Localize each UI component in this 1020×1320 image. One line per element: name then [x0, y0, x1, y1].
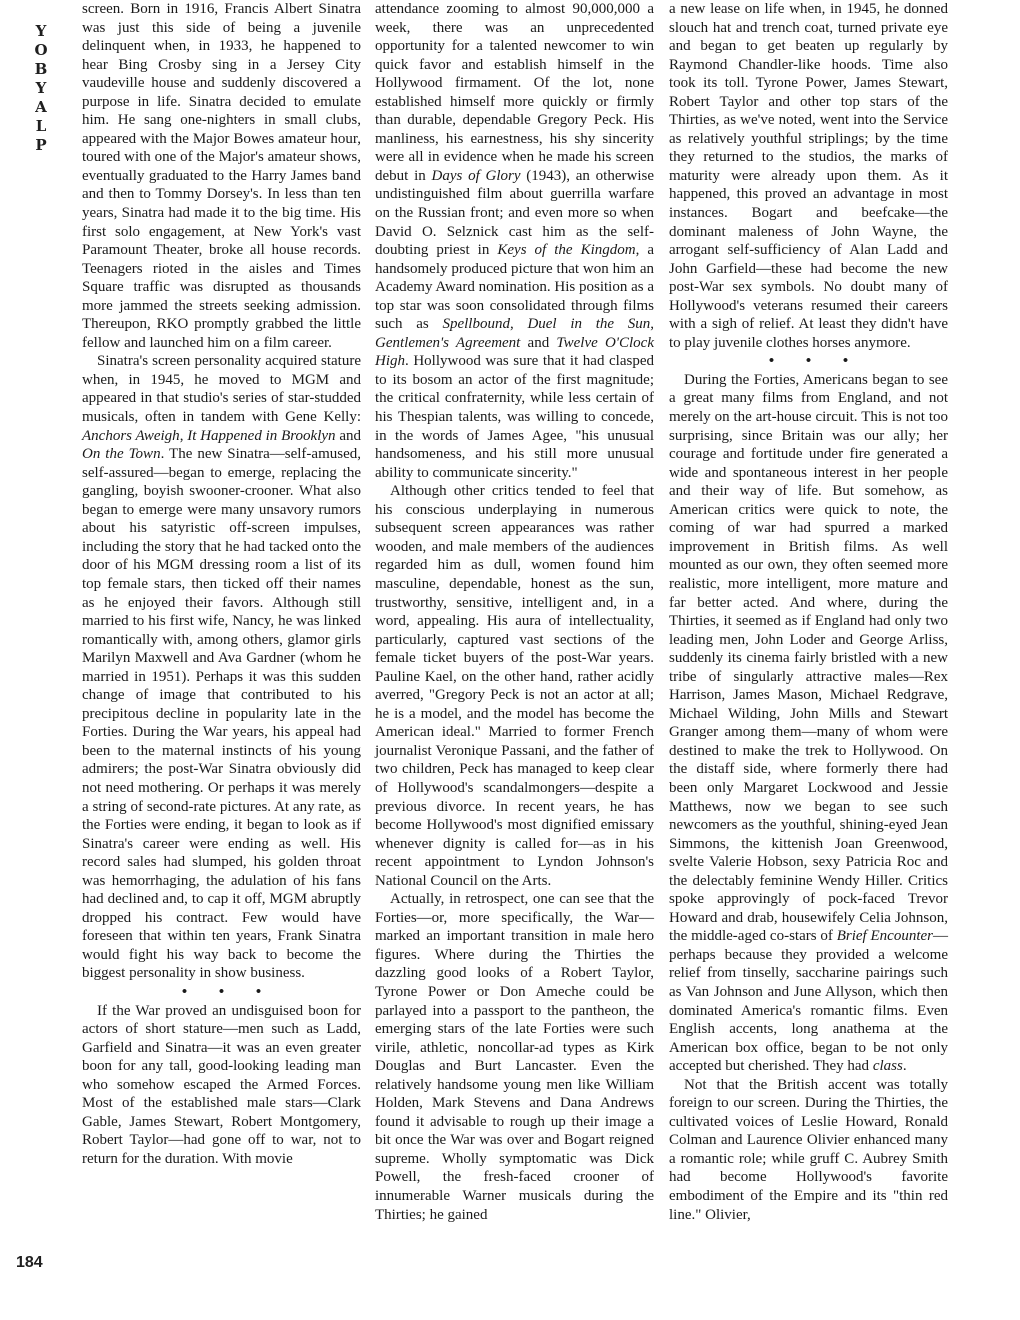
masthead-letter: L — [35, 117, 47, 135]
text-column-2 — [375, 0, 654, 1224]
masthead-letter: Y — [35, 79, 47, 97]
paragraph: Although other critics tended to feel that his conscious underplaying in numerous subsequent screen appearances was rather wooden, and male members of the audiences regarded him as dull, women found him masculine, dependable, honest as the sun, trustworthy, sensitive, intelligent and, in a word, appealing. His aura of intellectuality, particularly, captured vast sections of the female ticket buyers of the post-War years. Pauline Kael, on the other hand, rather acidly averred, "Gregory Peck is not an actor at all; he is a model, and the model has become the American ideal." Married to former French journalist Veronique Passani, and the father of two children, Peck has managed to keep clear of Hollywood's scandalmongers—despite a previous divorce. In recent years, he has become Hollywood's most dignified emissary whenever dignity is called for—as in his recent appointment to Lyndon Johnson's National Council on the Arts. — [375, 483, 654, 889]
film-title: Days of Glory — [431, 167, 521, 184]
section-separator: • • • — [768, 353, 863, 370]
film-title: On the Town — [82, 446, 161, 463]
page-number: 184 — [16, 1254, 43, 1271]
paragraph: a new lease on life when, in 1945, he donned slouch hat and trench coat, turned private eye and began to get beaten up regularly by Raymond Chandler-like hoods. Time also took its toll. Tyrone Power, James Stewart, Robert Taylor and other top stars of the Thirties, as we've noted, went into the Service as relatively youthful striplings; by the time they returned to the studios, the marks of maturity were already upon them. As it happened, this proved an advantage in most instances. Bogart and beefcake—the dominant maleness of John Wayne, the arrogant self-sufficiency of Alan Ladd and John Garfield—these had become the new post-War sex symbols. No doubt many of Hollywood's veterans resumed their careers with a sigh of relief. At least they didn't have to play juvenile clothes horses anymore. — [669, 1, 948, 351]
masthead-letter: B — [34, 60, 48, 78]
film-title: Brief Encounter — [836, 928, 933, 945]
masthead-letter: Y — [35, 22, 47, 40]
section-separator: • • • — [181, 983, 276, 1000]
film-title: Gentlemen's Agreement — [375, 334, 521, 351]
paragraph: attendance zooming to almost 90,000,000 a week, there was an unprecedented opportunity for a talented newcomer to win quick favor and establish himself in the Hollywood firmament. Of the lot, none established himself more quickly or firmly than durable, dependable Gregory Peck. His manliness, his earnestness, his shy sincerity were all in evidence when he made his screen debut in Days of Glory (1943), an otherwise undistinguished film about guerrilla warfare on the Russian front; and even more so when David O. Selznick cast him as the self-doubting priest in Keys of the Kingdom, a handsomely produced picture that won him an Academy Award nomination. His position as a top star was soon consolidated through films such as Spellbound, Duel in the Sun, Gentlemen's Agreement and Twelve O'Clock High. Hollywood was sure that it had clasped to its bosom an actor of the first magnitude; the critical confraternity, while less certain of his Thespian talents, was willing to concede, in the words of James Agee, "his unusual handsomeness, and his still more unusual ability to communicate sincerity." — [375, 1, 655, 481]
masthead-letter: A — [35, 98, 47, 116]
playboy-masthead — [31, 22, 51, 155]
emphasis-word: class — [872, 1058, 903, 1075]
paragraph: During the Forties, Americans began to see a great many films from England, and not merely on the art-house circuit. This is not too surprising, since Britain was our ally; her courage and fortitude under fire generated a wide and spontaneous interest in her people and their way of life. But somehow, as American critics were quick to note, the coming of war had spurred a marked improvement in British films. As well mounted as our own, they often seemed more realistic, more intelligent, more mature and far better acted. And where, during the Thirties, it seemed as if England had only two leading men, John Loder and George Arliss, suddenly its cinema fairly bristled with a new tribe of singularly attractive males—Rex Harrison, James Mason, Michael Redgrave, Michael Wilding, John Mills and Stewart Granger among them—many of whom were destined to make the trek to Hollywood. On the distaff side, where formerly there had been only Margaret Lockwood and Jessie Matthews, now we began to see such newcomers as the youthful, shining-eyed Jean Simmons, the kittenish Joan Greenwood, svelte Valerie Hobson, sexy Patricia Roc and the delectably feminine Wendy Hiller. Critics spoke approvingly of pock-faced Trevor Howard and drab, housewifely Celia Johnson, the middle-aged co-stars of Brief Encounter—perhaps because they provided a welcome relief from tinselly, saccharine pairings such as Van Johnson and June Allyson, which then dominated America's romantic films. Even English accents, long anathema at the American box office, began to be not only accepted but cherished. They had class. — [669, 371, 948, 1075]
paragraph: If the War proved an undisguised boon for actors of short stature—men such as Ladd, Garfield and Sinatra—it was an even greater boon for any tall, good-looking leading man who somehow escaped the Armed Forces. Most of the established male stars—Clark Gable, James Stewart, Robert Montgomery, Robert Taylor—had gone off to war, not to return for the duration. With movie — [82, 1002, 361, 1167]
masthead-letter: P — [35, 136, 47, 154]
film-title: Twelve O'Clock High — [375, 334, 654, 370]
paragraph: Sinatra's screen personality acquired stature when, in 1945, he moved to MGM and appeared in that studio's series of star-studded musicals, often in tandem with Gene Kelly: Anchors Aweigh, It Happened in Brooklyn and On the Town. The new Sinatra—self-amused, self-assured—began to emerge, replacing the gangling, boyish swooner-crooner. What also began to emerge were many unsavory rumors about his satyristic off-screen impulses, including the story that he had tacked onto the door of his MGM dressing room a list of its top female stars, then ticked off their names as he enjoyed their favors. Although still married to his first wife, Nancy, he was linked romantically with, among others, glamor girls Marilyn Maxwell and Ava Gardner (whom he married in 1951). Perhaps it was this sudden change of image that contributed to his precipitous decline in popularity late in the Forties. During the War years, his appeal had been to the maternal instincts of his young admirers; the post-War Sinatra obviously did not need mothering. Or perhaps it was merely a string of second-rate pictures. At any rate, as the Forties were ending, it began to look as if Sinatra's career were ending as well. His record sales had slumped, his golden throat was hemorrhaging, the adulation of his fans had declined and, to cap it off, MGM abruptly dropped his contract. Few would have foreseen that within ten years, Frank Sinatra would fight his way back to become the biggest personality in show business. — [82, 353, 361, 982]
film-title: Anchors Aweigh — [82, 427, 180, 444]
paragraph: screen. Born in 1916, Francis Albert Sinatra was just this side of being a juvenile delinquent when, in 1933, he happened to hear Bing Crosby sing in a Jersey City vaudeville house and suddenly discovered a purpose in life. Sinatra decided to emulate him. He sang one-nighters in small clubs, appeared with the Major Bowes amateur hour, toured with one of the Major's amateur shows, eventually graduated to the Harry James band and then to Tommy Dorsey's. In less than ten years, Sinatra had made it to the big time. His first solo engagement, at New York's vast Paramount Theater, broke all house records. Teenagers rioted in the aisles and Times Square traffic was disrupted as thousands more jammed the streets seeking admission. Thereupon, RKO promptly grabbed the little fellow and launched him on a film career. — [82, 1, 361, 351]
text-column-3 — [669, 0, 948, 1224]
film-title: Duel in the Sun — [527, 316, 651, 333]
masthead-letter: O — [34, 41, 48, 59]
film-title: Keys of the Kingdom — [497, 242, 636, 259]
paragraph: Not that the British accent was totally foreign to our screen. During the Thirties, the cultivated voices of Leslie Howard, Ronald Colman and Laurence Olivier enhanced many a romantic role; while gruff C. Aubrey Smith had become Hollywood's favorite embodiment of the Empire and its "thin red line." Olivier, — [669, 1076, 948, 1223]
paragraph: Actually, in retrospect, one can see that the Forties—or, more specifically, the War—marked an important transition in male hero figures. Where during the Thirties the dazzling good looks of a Robert Taylor, Tyrone Power or Don Ameche could be parlayed into a passport to the pantheon, the emerging stars of the late Forties were such virile, athletic, noncollar-ad types as Kirk Douglas and Burt Lancaster. Even the relatively handsome young men like William Holden, Mark Stevens and Dana Andrews found it advisable to rough up their image a bit once the War was over and Bogart reigned supreme. Wholly symptomatic was Dick Powell, the fresh-faced crooner of innumerable Warner musicals during the Thirties; he gained — [375, 891, 654, 1223]
text-column-1 — [82, 0, 361, 1168]
film-title: Spellbound — [442, 316, 510, 333]
film-title: It Happened in Brooklyn — [187, 427, 336, 444]
